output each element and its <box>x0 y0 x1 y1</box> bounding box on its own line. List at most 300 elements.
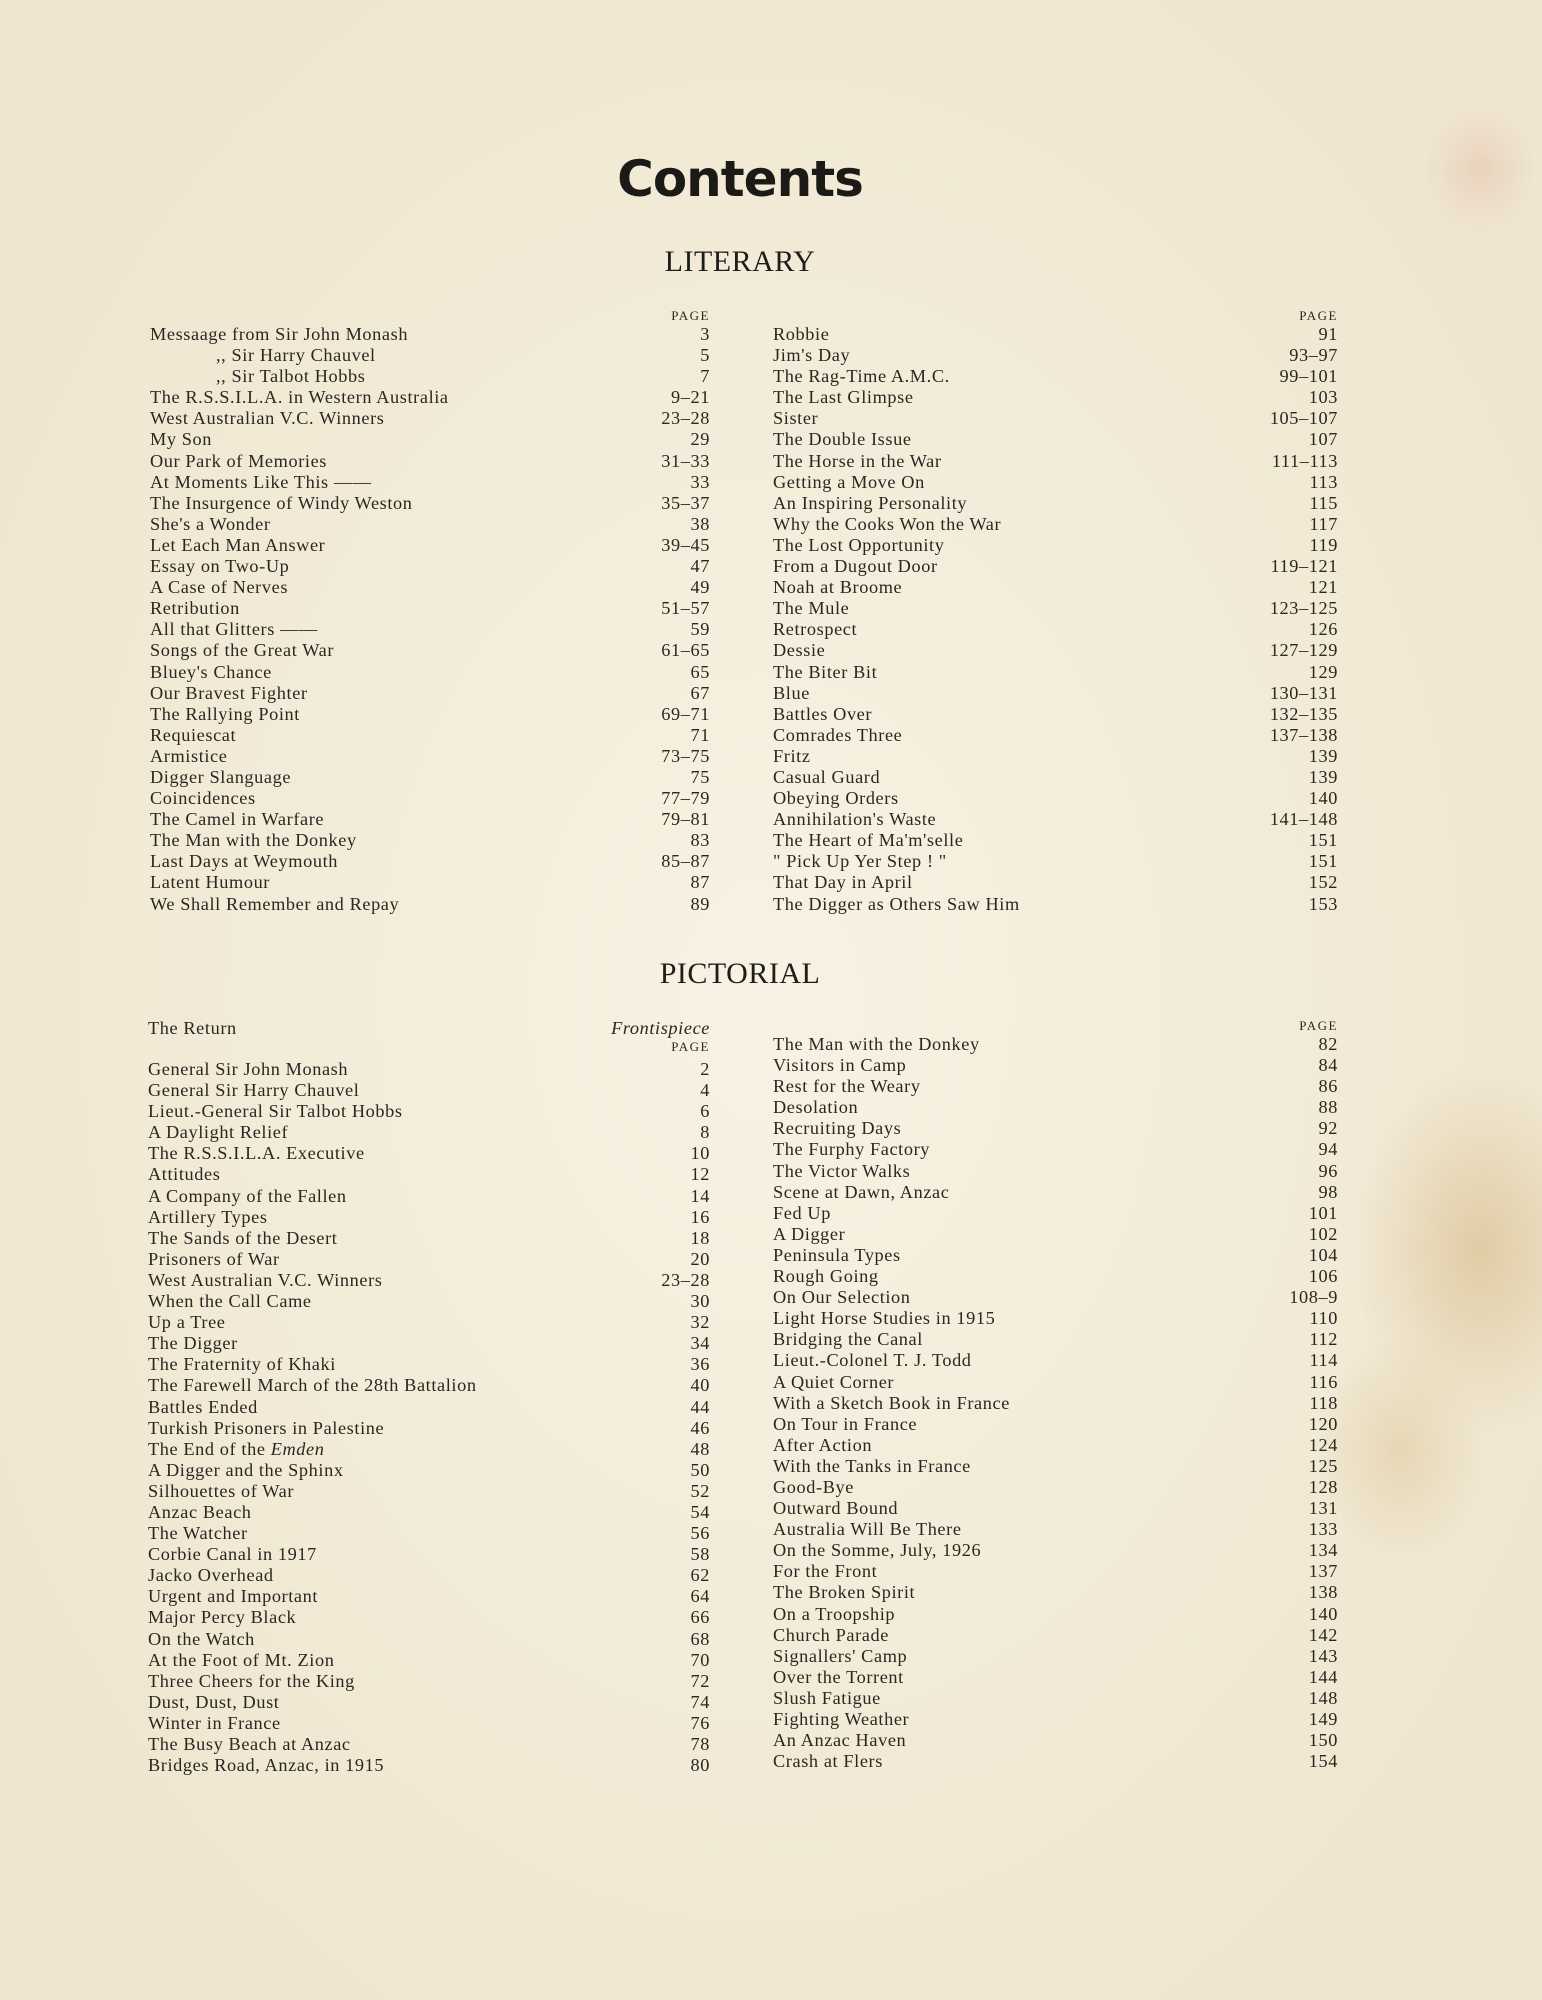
toc-entry <box>773 408 1338 429</box>
entry-title: The Victor Walks <box>773 1160 911 1181</box>
toc-entry <box>773 514 1338 535</box>
entry-page: 58 <box>690 1544 710 1565</box>
toc-entry <box>773 746 1338 767</box>
toc-entry <box>148 1228 710 1249</box>
entry-title: The Furphy Factory <box>773 1139 931 1160</box>
entry-title: All that Glitters —— <box>150 619 318 640</box>
toc-entry <box>150 387 710 408</box>
toc-entry <box>773 451 1338 472</box>
toc-entry <box>773 1667 1338 1688</box>
entry-title: Visitors in Camp <box>773 1055 907 1076</box>
toc-entry <box>148 1629 710 1650</box>
toc-entry <box>773 683 1338 704</box>
entry-title: The Rag-Time A.M.C. <box>773 366 950 387</box>
entry-page: 152 <box>1308 872 1338 893</box>
entry-page: 38 <box>690 513 710 534</box>
toc-entry <box>773 577 1338 598</box>
toc-entry <box>150 514 710 535</box>
entry-page: 51–57 <box>661 598 710 619</box>
entry-page: 61–65 <box>661 640 710 661</box>
entry-title: The Man with the Donkey <box>150 830 357 851</box>
entry-title: Let Each Man Answer <box>150 534 326 555</box>
entry-page: 94 <box>1318 1139 1338 1160</box>
toc-entry <box>773 1393 1338 1414</box>
entry-page: 124 <box>1308 1434 1338 1455</box>
toc-entry <box>150 556 710 577</box>
toc-entry <box>773 662 1338 683</box>
entry-page: 101 <box>1308 1202 1338 1223</box>
entry-page: 6 <box>700 1101 710 1122</box>
entry-page: 131 <box>1308 1498 1338 1519</box>
entry-title: A Digger and the Sphinx <box>148 1459 344 1480</box>
entry-page: 119–121 <box>1270 556 1338 577</box>
entry-title: General Sir Harry Chauvel <box>148 1080 360 1101</box>
entry-page: 84 <box>1318 1055 1338 1076</box>
toc-entry <box>773 1287 1338 1308</box>
entry-page: 49 <box>690 577 710 598</box>
entry-page: 23–28 <box>661 1269 710 1290</box>
entry-title: Three Cheers for the King <box>148 1670 355 1691</box>
entry-page: 35–37 <box>661 492 710 513</box>
entry-page: 52 <box>690 1480 710 1501</box>
entry-page: 33 <box>690 471 710 492</box>
toc-entry <box>150 767 710 788</box>
entry-page: 64 <box>690 1586 710 1607</box>
toc-entry <box>150 577 710 598</box>
toc-entry <box>150 429 710 450</box>
entry-title: Fed Up <box>773 1202 831 1223</box>
entry-page: 137–138 <box>1269 724 1338 745</box>
entry-title: With the Tanks in France <box>773 1455 971 1476</box>
entry-page: 75 <box>690 766 710 787</box>
toc-entry <box>150 493 710 514</box>
entry-title: Recruiting Days <box>773 1118 902 1139</box>
entry-page: 23–28 <box>661 408 710 429</box>
toc-entry <box>148 1375 710 1396</box>
entry-title: Battles Ended <box>148 1396 258 1417</box>
entry-title: Outward Bound <box>773 1498 899 1519</box>
entry-page: 143 <box>1308 1645 1338 1666</box>
entry-title: Getting a Move On <box>773 471 925 492</box>
entry-title: With a Sketch Book in France <box>773 1392 1010 1413</box>
entry-page: 29 <box>690 429 710 450</box>
entry-title: The Fraternity of Khaki <box>148 1354 336 1375</box>
entry-page: 20 <box>690 1248 710 1269</box>
entry-title: The Double Issue <box>773 429 912 450</box>
literary-right-column <box>773 308 1338 915</box>
entry-title: Annihilation's Waste <box>773 809 937 830</box>
toc-entry <box>150 535 710 556</box>
entry-title: Australia Will Be There <box>773 1519 962 1540</box>
entry-title: Bridges Road, Anzac, in 1915 <box>148 1755 385 1776</box>
entry-page: 123–125 <box>1269 598 1338 619</box>
entry-title: We Shall Remember and Repay <box>150 893 400 914</box>
entry-page: 85–87 <box>661 851 710 872</box>
entry-title: The R.S.S.I.L.A. in Western Australia <box>150 387 449 408</box>
entry-page: 102 <box>1308 1223 1338 1244</box>
toc-entry <box>773 1414 1338 1435</box>
entry-page: 91 <box>1318 324 1338 344</box>
entry-page: 154 <box>1308 1751 1338 1772</box>
toc-entry <box>773 556 1338 577</box>
pictorial-left-column <box>148 1018 710 1776</box>
entry-page: 34 <box>690 1333 710 1354</box>
entry-title: Silhouettes of War <box>148 1480 295 1501</box>
entry-page: 30 <box>690 1291 710 1312</box>
entry-page: 141–148 <box>1269 809 1338 830</box>
toc-entry <box>150 894 710 915</box>
entry-page: 117 <box>1309 513 1338 534</box>
entry-page: 32 <box>690 1312 710 1333</box>
entry-page: 119 <box>1309 534 1338 555</box>
toc-entry <box>773 1751 1338 1772</box>
entry-page: 139 <box>1308 745 1338 766</box>
toc-entry <box>150 788 710 809</box>
toc-entry <box>773 1182 1338 1203</box>
entry-page: 110 <box>1309 1308 1338 1329</box>
toc-entry <box>773 1245 1338 1266</box>
toc-entry <box>773 324 1338 345</box>
entry-page: 3 <box>700 324 710 344</box>
entry-page: 56 <box>690 1523 710 1544</box>
pictorial-right-list <box>773 1034 1338 1772</box>
entry-title: Fritz <box>773 745 811 766</box>
entry-page: Frontispiece <box>611 1018 710 1038</box>
toc-entry <box>148 1270 710 1291</box>
entry-page: 103 <box>1308 387 1338 408</box>
entry-page: 47 <box>690 556 710 577</box>
toc-entry <box>148 1713 710 1734</box>
toc-entry <box>150 683 710 704</box>
entry-title: Noah at Broome <box>773 577 903 598</box>
entry-page: 8 <box>700 1122 710 1143</box>
toc-entry <box>773 788 1338 809</box>
toc-entry <box>148 1502 710 1523</box>
entry-page: 86 <box>1318 1076 1338 1097</box>
entry-page: 69–71 <box>661 703 710 724</box>
entry-title: The Lost Opportunity <box>773 534 945 555</box>
entry-page: 150 <box>1308 1730 1338 1751</box>
pictorial-left-list <box>148 1059 710 1776</box>
entry-title: On a Troopship <box>773 1603 896 1624</box>
entry-page: 108–9 <box>1289 1287 1338 1308</box>
toc-entry <box>150 809 710 830</box>
entry-page: 71 <box>690 724 710 745</box>
entry-page: 127–129 <box>1269 640 1338 661</box>
entry-page: 80 <box>690 1755 710 1776</box>
entry-page: 149 <box>1308 1709 1338 1729</box>
entry-page: 105–107 <box>1269 408 1338 429</box>
entry-page: 67 <box>690 682 710 703</box>
toc-entry <box>773 725 1338 746</box>
pictorial-heading: PICTORIAL <box>659 957 821 990</box>
toc-entry <box>150 662 710 683</box>
entry-title: Over the Torrent <box>773 1666 904 1687</box>
entry-page: 132–135 <box>1269 703 1338 724</box>
entry-page: 68 <box>690 1628 710 1649</box>
entry-title: Robbie <box>773 324 830 344</box>
entry-title: Slush Fatigue <box>773 1687 881 1708</box>
toc-entry <box>148 1544 710 1565</box>
toc-entry <box>773 1055 1338 1076</box>
entry-title: Good-Bye <box>773 1476 854 1497</box>
page-column-label: PAGE <box>1299 1018 1338 1033</box>
entry-title: Our Park of Memories <box>150 450 328 471</box>
entry-title: Blue <box>773 682 810 703</box>
entry-page: 74 <box>690 1691 710 1712</box>
toc-entry <box>773 851 1338 872</box>
toc-entry <box>148 1692 710 1713</box>
toc-entry <box>148 1249 710 1270</box>
entry-title: General Sir John Monash <box>148 1059 349 1079</box>
entry-page: 72 <box>690 1670 710 1691</box>
entry-page: 96 <box>1318 1160 1338 1181</box>
entry-page: 44 <box>690 1396 710 1417</box>
pictorial-right-column <box>773 1018 1338 1772</box>
entry-page: 144 <box>1308 1666 1338 1687</box>
entry-title: Light Horse Studies in 1915 <box>773 1308 996 1329</box>
toc-entry <box>773 1498 1338 1519</box>
literary-left-list <box>150 324 710 915</box>
entry-title: Messaage from Sir John Monash <box>150 324 409 344</box>
literary-heading: LITERARY <box>664 245 816 278</box>
entry-page: 62 <box>690 1565 710 1586</box>
entry-page: 40 <box>690 1375 710 1396</box>
entry-page: 99–101 <box>1279 366 1338 387</box>
entry-title: On the Somme, July, 1926 <box>773 1540 982 1561</box>
entry-page: 12 <box>690 1164 710 1185</box>
entry-title: Prisoners of War <box>148 1248 280 1269</box>
entry-title: The R.S.S.I.L.A. Executive <box>148 1143 365 1164</box>
entry-page: 39–45 <box>661 534 710 555</box>
toc-entry <box>773 1456 1338 1477</box>
toc-entry <box>773 1477 1338 1498</box>
entry-page: 79–81 <box>661 809 710 830</box>
entry-title: The Broken Spirit <box>773 1582 916 1603</box>
entry-page: 112 <box>1309 1329 1338 1350</box>
entry-page: 66 <box>690 1607 710 1628</box>
toc-entry <box>148 1671 710 1692</box>
toc-entry <box>773 1203 1338 1224</box>
toc-entry <box>148 1523 710 1544</box>
toc-entry <box>150 472 710 493</box>
entry-title: Signallers' Camp <box>773 1645 908 1666</box>
entry-title: Lieut.-Colonel T. J. Todd <box>773 1350 972 1371</box>
toc-entry <box>148 1101 710 1122</box>
entry-page: 134 <box>1308 1540 1338 1561</box>
entry-page: 5 <box>700 345 710 366</box>
entry-page: 106 <box>1308 1266 1338 1287</box>
entry-page: 153 <box>1308 893 1338 914</box>
toc-entry <box>773 1709 1338 1730</box>
entry-title: Fighting Weather <box>773 1709 910 1729</box>
entry-title: Why the Cooks Won the War <box>773 513 1002 534</box>
entry-title: Church Parade <box>773 1624 889 1645</box>
toc-entry <box>773 1561 1338 1582</box>
toc-entry <box>773 1582 1338 1603</box>
toc-entry <box>148 1164 710 1185</box>
toc-entry <box>773 1350 1338 1371</box>
entry-title: At the Foot of Mt. Zion <box>148 1649 335 1670</box>
entry-title: Dessie <box>773 640 826 661</box>
toc-entry <box>773 1730 1338 1751</box>
toc-entry <box>773 429 1338 450</box>
entry-page: 133 <box>1308 1519 1338 1540</box>
entry-title: Artillery Types <box>148 1206 268 1227</box>
entry-title: A Case of Nerves <box>150 577 289 598</box>
toc-entry <box>148 1312 710 1333</box>
toc-entry <box>773 1097 1338 1118</box>
entry-page: 77–79 <box>661 788 710 809</box>
entry-page: 73–75 <box>661 745 710 766</box>
toc-entry <box>148 1481 710 1502</box>
toc-entry <box>148 1186 710 1207</box>
entry-page: 48 <box>690 1438 710 1459</box>
entry-title: Battles Over <box>773 703 873 724</box>
entry-title: Digger Slanguage <box>150 766 292 787</box>
entry-title: A Quiet Corner <box>773 1371 895 1392</box>
entry-title: An Inspiring Personality <box>773 492 968 513</box>
entry-page: 31–33 <box>661 450 710 471</box>
entry-title: Desolation <box>773 1097 859 1118</box>
entry-page: 9–21 <box>671 387 710 408</box>
toc-entry <box>773 366 1338 387</box>
entry-title: Dust, Dust, Dust <box>148 1691 280 1712</box>
toc-entry <box>773 1372 1338 1393</box>
toc-entry <box>148 1143 710 1164</box>
frontispiece-entry <box>148 1018 710 1039</box>
page-column-label: PAGE <box>671 308 710 323</box>
entry-title: Retribution <box>150 598 240 619</box>
page-column-label: PAGE <box>671 1039 710 1054</box>
entry-page: 50 <box>690 1459 710 1480</box>
entry-title: Lieut.-General Sir Talbot Hobbs <box>148 1101 403 1122</box>
toc-entry <box>150 598 710 619</box>
entry-page: 129 <box>1308 661 1338 682</box>
entry-title: The Man with the Donkey <box>773 1034 980 1054</box>
toc-entry <box>773 598 1338 619</box>
toc-entry <box>773 1224 1338 1245</box>
entry-title: Last Days at Weymouth <box>150 851 338 872</box>
literary-left-column <box>150 308 710 915</box>
entry-title: Bridging the Canal <box>773 1329 923 1350</box>
entry-page: 137 <box>1308 1561 1338 1582</box>
entry-title: Major Percy Black <box>148 1607 297 1628</box>
entry-title: She's a Wonder <box>150 513 271 534</box>
toc-entry <box>148 1291 710 1312</box>
toc-entry <box>148 1059 710 1080</box>
literary-right-list <box>773 324 1338 915</box>
toc-entry <box>773 872 1338 893</box>
entry-title: Our Bravest Fighter <box>150 682 308 703</box>
entry-title: The Biter Bit <box>773 661 878 682</box>
entry-title: The Digger <box>148 1333 238 1354</box>
toc-entry <box>773 1034 1338 1055</box>
toc-entry <box>148 1460 710 1481</box>
entry-title: Latent Humour <box>150 872 270 893</box>
toc-entry <box>773 1329 1338 1350</box>
toc-entry <box>150 725 710 746</box>
entry-title: Scene at Dawn, Anzac <box>773 1181 950 1202</box>
toc-entry <box>773 894 1338 915</box>
entry-title: An Anzac Haven <box>773 1730 907 1751</box>
toc-entry <box>150 619 710 640</box>
toc-entry <box>148 1080 710 1101</box>
entry-title: Comrades Three <box>773 724 903 745</box>
entry-title: After Action <box>773 1434 873 1455</box>
toc-entry <box>148 1418 710 1439</box>
entry-page: 104 <box>1308 1244 1338 1265</box>
toc-entry <box>148 1734 710 1755</box>
toc-entry <box>773 1519 1338 1540</box>
entry-title: Armistice <box>150 745 228 766</box>
entry-page: 138 <box>1308 1582 1338 1603</box>
entry-page: 14 <box>690 1185 710 1206</box>
entry-page: 76 <box>690 1712 710 1733</box>
toc-entry <box>148 1354 710 1375</box>
toc-entry <box>150 830 710 851</box>
entry-page: 126 <box>1308 619 1338 640</box>
entry-page: 18 <box>690 1227 710 1248</box>
entry-title: The Horse in the War <box>773 450 942 471</box>
toc-entry <box>773 1435 1338 1456</box>
entry-title: The Camel in Warfare <box>150 809 325 830</box>
toc-entry <box>773 472 1338 493</box>
toc-entry <box>773 1604 1338 1625</box>
entry-title: When the Call Came <box>148 1291 312 1312</box>
entry-page: 115 <box>1309 492 1338 513</box>
entry-page: 111–113 <box>1271 450 1338 471</box>
toc-entry <box>148 1755 710 1776</box>
toc-entry <box>148 1565 710 1586</box>
entry-page: 89 <box>690 893 710 914</box>
toc-entry <box>148 1607 710 1628</box>
entry-page: 114 <box>1309 1350 1338 1371</box>
toc-entry <box>150 451 710 472</box>
entry-page: 92 <box>1318 1118 1338 1139</box>
entry-title: West Australian V.C. Winners <box>148 1269 383 1290</box>
entry-title: On Tour in France <box>773 1413 918 1434</box>
entry-title: The Last Glimpse <box>773 387 914 408</box>
entry-title: Rest for the Weary <box>773 1076 921 1097</box>
toc-entry <box>773 640 1338 661</box>
entry-title: Up a Tree <box>148 1312 226 1333</box>
toc-entry <box>150 851 710 872</box>
entry-page: 125 <box>1308 1455 1338 1476</box>
entry-title: Urgent and Important <box>148 1586 319 1607</box>
toc-entry <box>150 408 710 429</box>
entry-page: 113 <box>1309 471 1338 492</box>
toc-entry <box>150 345 710 366</box>
entry-page: 36 <box>690 1354 710 1375</box>
entry-page: 121 <box>1308 577 1338 598</box>
entry-title: Rough Going <box>773 1266 879 1287</box>
entry-page: 130–131 <box>1269 682 1338 703</box>
entry-page: 54 <box>690 1501 710 1522</box>
entry-page: 128 <box>1308 1476 1338 1497</box>
toc-entry <box>150 640 710 661</box>
entry-title: My Son <box>150 429 213 450</box>
toc-entry <box>148 1122 710 1143</box>
entry-page: 16 <box>690 1206 710 1227</box>
entry-page: 148 <box>1308 1687 1338 1708</box>
entry-page: 83 <box>690 830 710 851</box>
entry-title: Turkish Prisoners in Palestine <box>148 1417 385 1438</box>
entry-title: Peninsula Types <box>773 1244 901 1265</box>
entry-title: Sister <box>773 408 819 429</box>
entry-page: 2 <box>700 1059 710 1079</box>
entry-title: Retrospect <box>773 619 858 640</box>
